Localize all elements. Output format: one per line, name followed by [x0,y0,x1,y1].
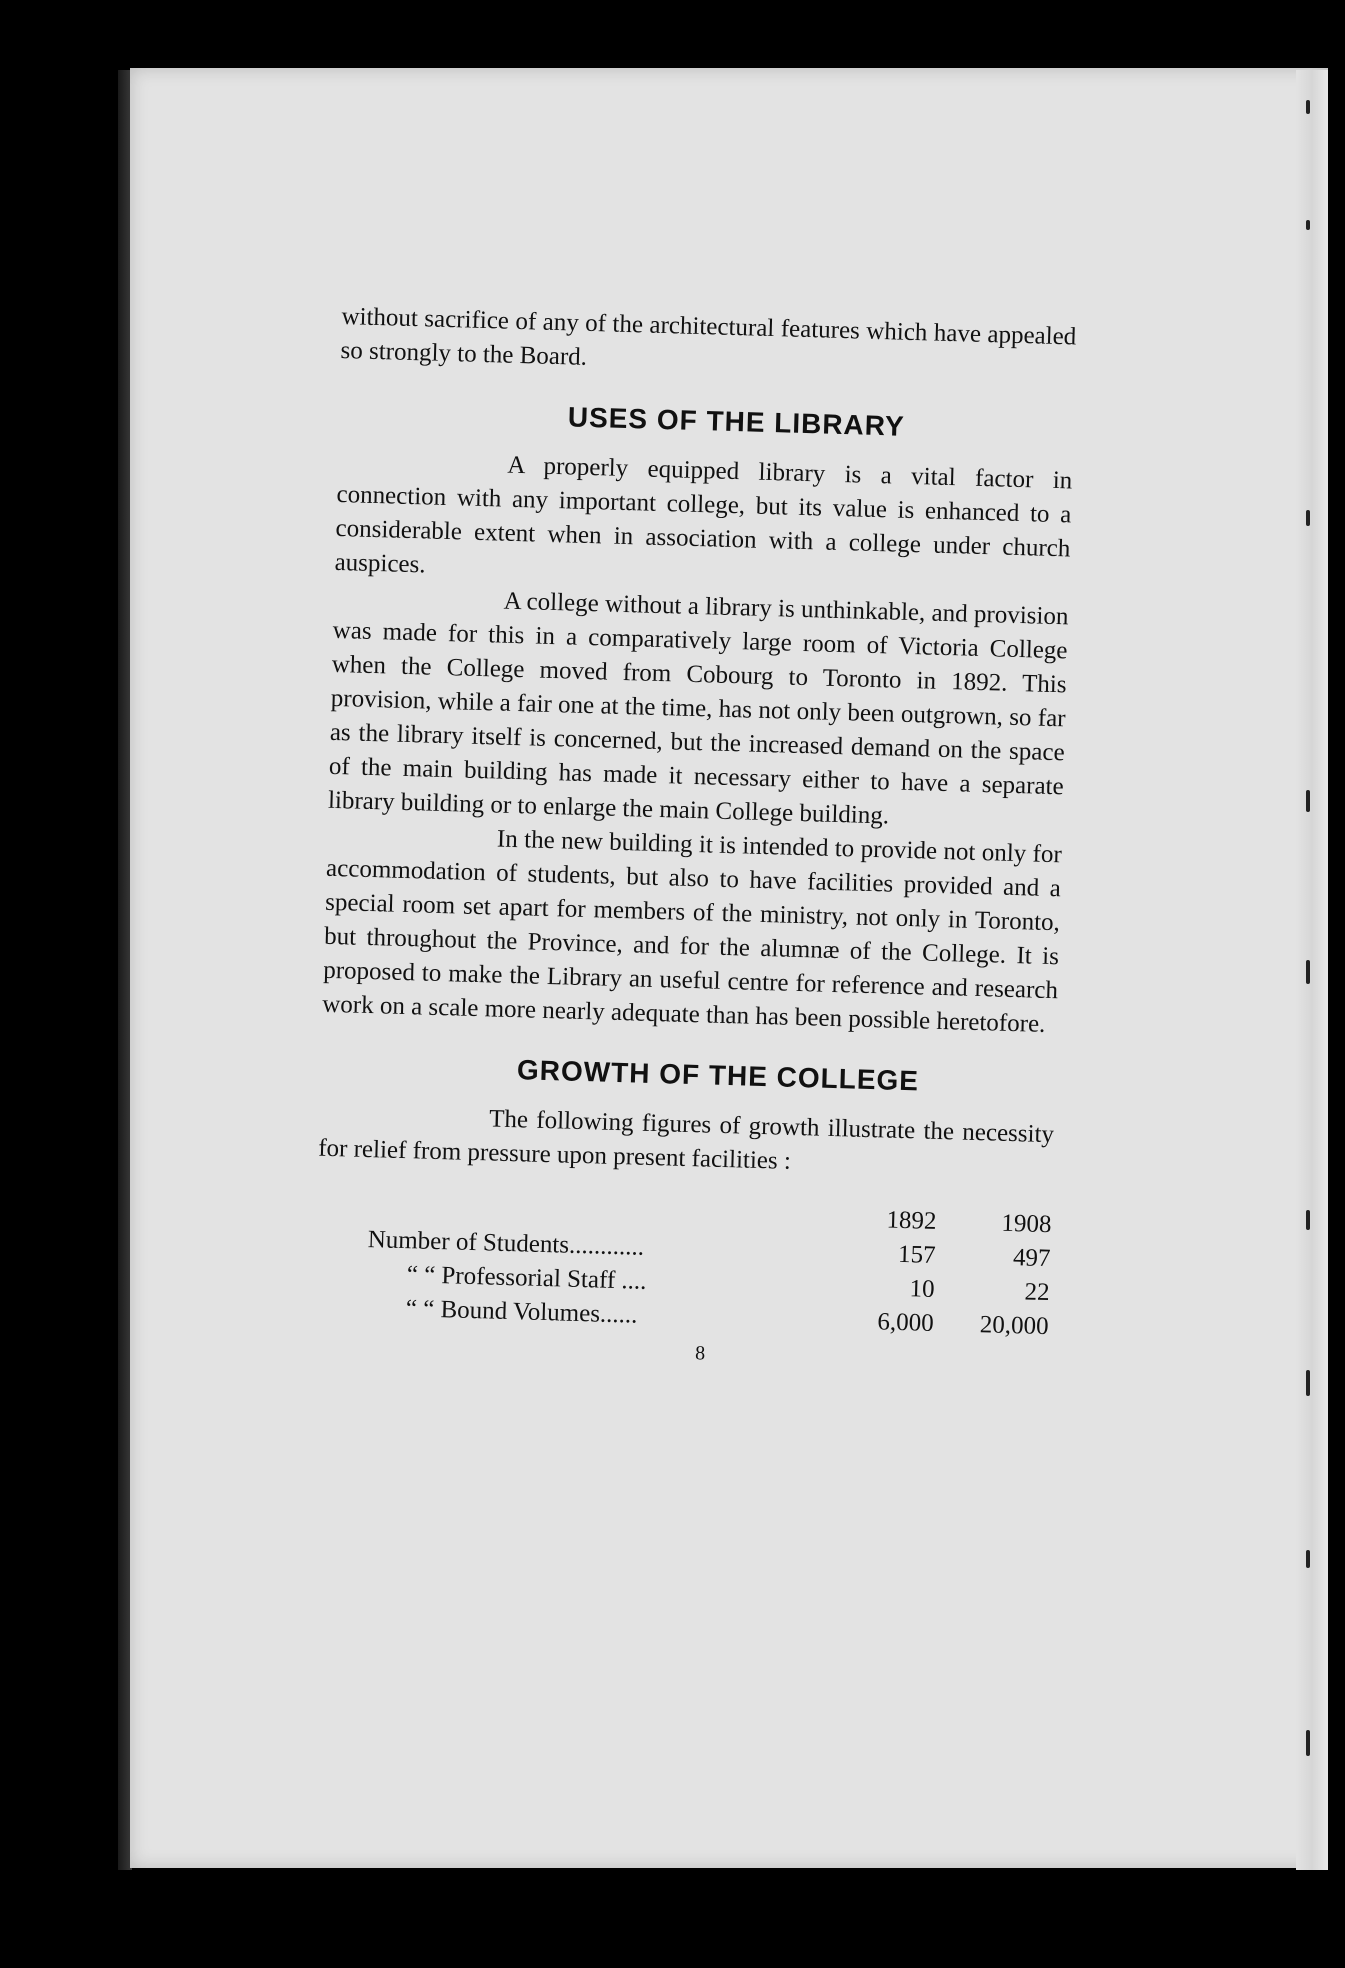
row-value-1908: 497 [1012,1244,1051,1273]
row-label: Number of Students............ [367,1226,645,1261]
row-value-1892: 6,000 [877,1308,935,1337]
scan-speck [1306,960,1310,984]
growth-table [313,1188,1052,1344]
scan-speck [1306,510,1310,526]
row-value-1892: 157 [897,1240,936,1269]
scan-speck [1306,1370,1310,1396]
year-1908: 1908 [1001,1209,1052,1239]
row-value-1908: 20,000 [979,1311,1049,1341]
scan-speck [1306,1730,1310,1756]
page-content [312,300,1076,1380]
scan-speck [1306,220,1310,230]
growth-heading: GROWTH OF THE COLLEGE [516,1054,920,1097]
row-value-1892: 10 [909,1275,935,1303]
library-paragraph-3: In the new building it is intended to provide not only for accommodation of students, but also to have facilities provided and a special room set apart for members of the ministry, not only in Toronto, but throughout the Province, and for the alumnæ of the College. It is proposed to make the Library an useful centre for reference and research work on a scale more nearly adequate than has been possible heretofore. [321,825,1063,1038]
scan-speck [1306,100,1310,114]
year-1892: 1892 [886,1206,937,1235]
row-value-1908: 22 [1024,1278,1050,1307]
scan-speck [1306,790,1310,812]
scan-speck [1306,1550,1310,1568]
library-heading: USES OF THE LIBRARY [567,401,906,442]
scan-speck [1306,1210,1310,1230]
page-number: 8 [694,1342,706,1365]
row-label: “ “ Professorial Staff .... [406,1261,647,1295]
growth-intro: The following figures of growth illustrate the necessity for relief from pressure upon present facilities : [317,1105,1055,1175]
library-paragraph-2: A college without a library is unthinkable, and provision was made for this in a comparatively large room of Victoria College when the College moved from Cobourg to Toronto in 1892. This provision, while a fair one at the time, has not only been outgrown, so far as the library itself is concerned, but the increased demand on the space of the main building has made it necessary either to have a separate library building or to enlarge the main College building. [327,587,1069,830]
intro-paragraph: without sacrifice of any of the architectural features which have appealed so strongly to the Board. [340,302,1077,371]
page-right-edge [1296,70,1328,1870]
library-paragraph-1: A properly equipped library is a vital factor in connection with any important college, but its value is enhanced to a considerable extent when in association with a college under church auspices. [334,451,1073,579]
row-label: “ “ Bound Volumes...... [405,1295,638,1329]
